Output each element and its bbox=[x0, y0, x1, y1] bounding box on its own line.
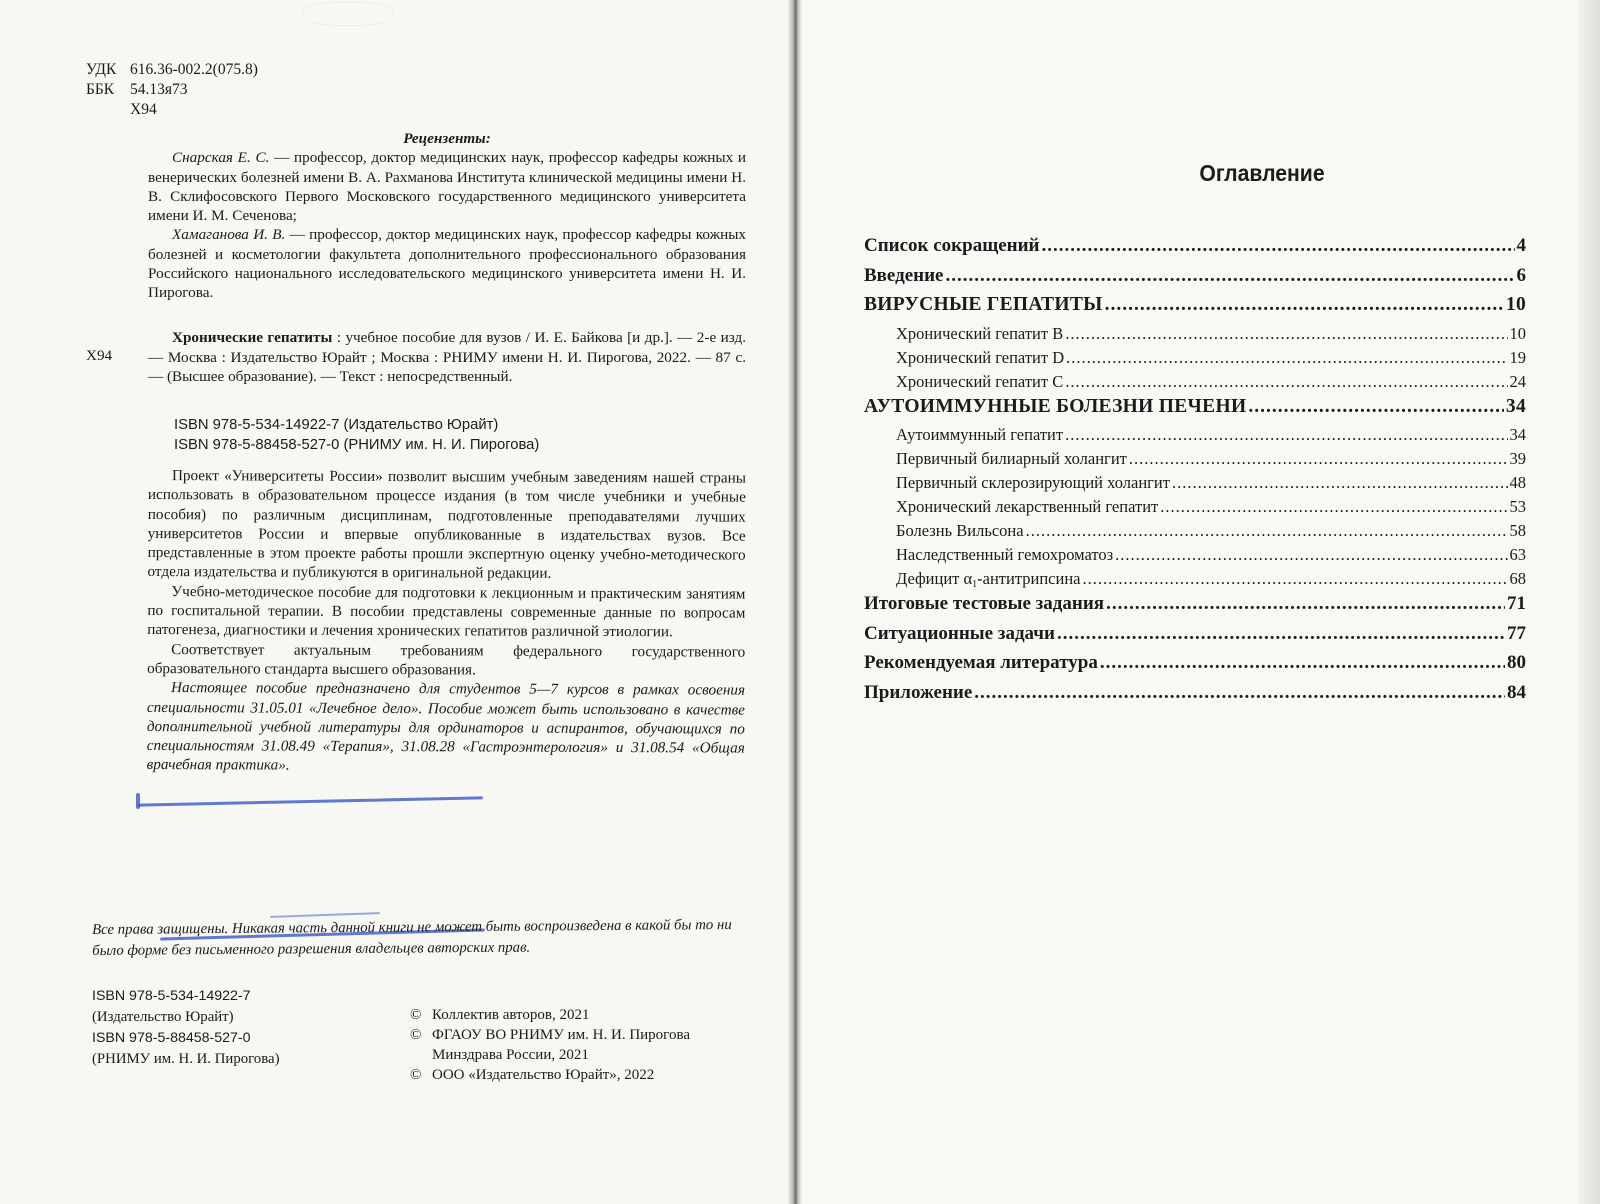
rights-notice: Все права защищены. Никакая часть данной книги не может быть воспроизведена в какой бы то ни было форме без письменного разрешения владельцев авторских прав. bbox=[92, 916, 732, 959]
classification-block bbox=[86, 60, 258, 120]
toc-leader-dots bbox=[1129, 449, 1508, 469]
toc-entry-title: Аутоиммунный гепатит bbox=[896, 425, 1064, 444]
reviewer-2-text: — профессор, доктор медицинских наук, профессор кафедры кожных болезней и косметологии факультета дополнительного профессионального образования Российского национального исследовательского медицинского университета имени Н. И. Пирогова. bbox=[148, 226, 746, 302]
toc-entry-title: Список сокращений bbox=[864, 235, 1040, 256]
toc-title: Оглавление bbox=[1199, 160, 1325, 186]
toc-entry-page: 68 bbox=[1509, 569, 1526, 588]
toc-entry-title: Наследственный гемохроматоз bbox=[896, 545, 1114, 564]
copyright-icon: © bbox=[410, 1027, 422, 1043]
toc-entry bbox=[864, 265, 1526, 295]
left-page bbox=[0, 0, 796, 1204]
toc-entry-page: 10 bbox=[1505, 294, 1526, 315]
toc-entry bbox=[864, 545, 1526, 569]
isbn-left-1-publisher: (Издательство Юрайт) bbox=[92, 1009, 234, 1025]
reviewers-block bbox=[148, 129, 746, 303]
copyright-1: Коллектив авторов, 2021 bbox=[432, 1007, 590, 1023]
toc-entry bbox=[864, 593, 1526, 623]
book-gutter bbox=[788, 0, 802, 1204]
toc-leader-dots bbox=[1160, 497, 1507, 517]
bbk-code: 54.13я73 bbox=[130, 81, 188, 98]
isbn-left-2: ISBN 978-5-88458-527-0 bbox=[92, 1030, 251, 1046]
biblio-text: : учебное пособие для вузов / И. Е. Байкова [и др.]. — 2-е изд. — Москва : Издательство Юрайт ; Москва : РНИМУ имени Н. И. Пирогова, 2022. — 87 с. — (Высшее образование). — Текст : непосредственный. bbox=[148, 329, 746, 385]
reviewer-1 bbox=[148, 148, 746, 225]
toc-entry-page: 58 bbox=[1509, 521, 1526, 540]
toc-entry bbox=[864, 623, 1526, 653]
toc-entry-page: 39 bbox=[1509, 449, 1526, 468]
toc-entry-page: 53 bbox=[1509, 497, 1526, 516]
toc-leader-dots bbox=[974, 682, 1505, 704]
toc-entry-title: ВИРУСНЫЕ ГЕПАТИТЫ bbox=[864, 294, 1103, 315]
isbn-left-1: ISBN 978-5-534-14922-7 bbox=[92, 988, 251, 1004]
udk-code: 616.36-002.2(075.8) bbox=[130, 61, 258, 78]
annotation-p2: Учебно-методическое пособие для подготовки к лекционным и практическим занятиям по госпитальной терапии. В пособии представлены современные данные по вопросам патогенеза, диагностики и лечения хронических гепатитов различной этиологии. bbox=[147, 582, 746, 641]
toc-entry bbox=[864, 497, 1526, 521]
toc-entry bbox=[864, 521, 1526, 545]
author-sign: Х94 bbox=[130, 101, 157, 118]
toc-entry bbox=[864, 569, 1526, 593]
copyright-icon: © bbox=[410, 1007, 422, 1023]
toc-entry-title: Введение bbox=[864, 264, 944, 286]
toc-entry bbox=[864, 294, 1526, 324]
toc-entry-title: Рекомендуемая литература bbox=[864, 652, 1098, 673]
reviewer-2-name: Хамаганова И. В. bbox=[172, 226, 286, 244]
toc-entry-page: 71 bbox=[1507, 593, 1526, 614]
toc-leader-dots bbox=[1057, 623, 1505, 645]
reviewer-2 bbox=[148, 225, 746, 302]
toc-entry-page: 24 bbox=[1509, 371, 1526, 391]
toc-entry-page: 6 bbox=[1516, 264, 1526, 286]
toc-leader-dots bbox=[1100, 652, 1505, 674]
isbn-list bbox=[92, 986, 280, 1070]
toc-leader-dots bbox=[1026, 521, 1508, 541]
copyright-list bbox=[410, 1005, 690, 1085]
toc-leader-dots bbox=[1065, 372, 1507, 392]
toc-entry-title: Дефицит α1-антитрипсина bbox=[896, 569, 1081, 590]
toc-leader-dots bbox=[1172, 473, 1508, 493]
toc-entry-title: Хронический лекарственный гепатит bbox=[896, 497, 1159, 516]
toc-entry-title: Хронический гепатит С bbox=[896, 371, 1064, 391]
toc-entry-title: Хронический гепатит D bbox=[896, 347, 1065, 367]
toc-entry-page: 80 bbox=[1507, 652, 1526, 673]
toc-entry-page: 63 bbox=[1509, 545, 1526, 564]
copyright-2-cont: Минздрава России, 2021 bbox=[432, 1047, 589, 1063]
udk-label: УДК bbox=[86, 61, 117, 78]
annotation-p4: Настоящее пособие предназначено для студентов 5—7 курсов в рамках освоения специальности 31.05.01 «Лечебное дело». Пособие может быть использовано в качестве дополнительной учебной литературы для ординаторов и аспирантов, обучающихся по специальностям 31.08.49 «Терапия», 31.08.28 «Гастроэнтерология» и 31.08.54 «Общая врачебная практика». bbox=[146, 679, 746, 775]
toc-entry bbox=[864, 235, 1526, 265]
toc-entry-page: 10 bbox=[1509, 323, 1526, 343]
pen-underline-1 bbox=[138, 796, 483, 806]
reviewer-1-name: Снарская Е. С. bbox=[172, 149, 270, 167]
copyright-3: ООО «Издательство Юрайт», 2022 bbox=[432, 1067, 655, 1083]
bibliographic-record bbox=[148, 328, 746, 387]
toc-leader-dots bbox=[1065, 425, 1507, 445]
table-of-contents bbox=[864, 235, 1526, 711]
toc-entry-page: 34 bbox=[1509, 425, 1526, 444]
toc-entry-title: Приложение bbox=[864, 681, 973, 703]
toc-entry-title: Хронический гепатит В bbox=[896, 323, 1064, 343]
toc-leader-dots bbox=[1042, 235, 1515, 257]
isbn-left-2-publisher: (РНИМУ им. Н. И. Пирогова) bbox=[92, 1051, 280, 1067]
annotation bbox=[147, 466, 746, 777]
toc-entry-page: 48 bbox=[1509, 473, 1526, 492]
annotation-p3: Соответствует актуальным требованиям федерального государственного образовательного стандарта высшего образования. bbox=[147, 640, 746, 679]
toc-entry bbox=[864, 652, 1526, 682]
scan-artifact bbox=[302, 2, 394, 26]
toc-entry bbox=[864, 396, 1526, 426]
copyright-2: ФГАОУ ВО РНИМУ им. Н. И. Пирогова bbox=[432, 1027, 691, 1043]
toc-entry bbox=[864, 449, 1526, 473]
toc-entry-page: 77 bbox=[1507, 622, 1526, 644]
toc-entry bbox=[864, 473, 1526, 497]
page-edge bbox=[1578, 0, 1600, 1204]
toc-entry bbox=[864, 348, 1526, 372]
toc-leader-dots bbox=[1065, 324, 1507, 344]
annotation-p1: Проект «Университеты России» позволит высшим учебным заведениям нашей страны использовать в образовательном процессе издания (в том числе учебники и учебные пособия) по различным дисциплинам, подготовленные преподавателями лучших университетов России и впервые опубликованные в издательствах вузов. Все представленные в этом проекте работы прошли экспертную оценку учебно-методического отдела издательства и публикуются в оригинальной редакции. bbox=[147, 467, 746, 583]
bbk-label: ББК bbox=[86, 81, 115, 98]
toc-entry-title: Итоговые тестовые задания bbox=[864, 593, 1105, 614]
isbn-block bbox=[174, 416, 539, 455]
isbn-1: ISBN 978-5-534-14922-7 (Издательство Юрайт) bbox=[174, 417, 499, 433]
pen-underline-2 bbox=[136, 793, 140, 809]
reviewer-1-text: — профессор, доктор медицинских наук, профессор кафедры кожных и венерических болезней имени В. А. Рахманова Института клинической медицины имени Н. В. Склифосовского Первого Московского государственного медицинского университета имени И. М. Сеченова; bbox=[148, 149, 746, 225]
toc-entry-title: Первичный билиарный холангит bbox=[896, 449, 1127, 468]
toc-leader-dots bbox=[946, 265, 1515, 287]
toc-entry-page: 34 bbox=[1505, 395, 1526, 417]
toc-leader-dots bbox=[1105, 294, 1504, 316]
toc-entry-page: 84 bbox=[1507, 681, 1526, 703]
toc-entry bbox=[864, 372, 1526, 396]
reviewers-heading: Рецензенты: bbox=[403, 130, 491, 147]
toc-entry-page: 19 bbox=[1509, 347, 1526, 367]
toc-entry bbox=[864, 324, 1526, 348]
toc-entry-title: Ситуационные задачи bbox=[864, 622, 1055, 644]
toc-entry-title: Болезнь Вильсона bbox=[896, 521, 1024, 540]
margin-author-sign: Х94 bbox=[86, 347, 113, 364]
toc-leader-dots bbox=[1248, 396, 1503, 418]
isbn-2: ISBN 978-5-88458-527-0 (РНИМУ им. Н. И. Пирогова) bbox=[174, 436, 540, 453]
copyright-icon: © bbox=[410, 1067, 422, 1083]
toc-entry bbox=[864, 425, 1526, 449]
toc-leader-dots bbox=[1082, 569, 1507, 589]
toc-leader-dots bbox=[1106, 593, 1505, 615]
toc-entry-page: 4 bbox=[1516, 235, 1526, 256]
toc-entry-title: АУТОИММУННЫЕ БОЛЕЗНИ ПЕЧЕНИ bbox=[864, 395, 1247, 417]
biblio-title: Хронические гепатиты bbox=[172, 329, 333, 346]
toc-leader-dots bbox=[1115, 545, 1507, 565]
toc-leader-dots bbox=[1066, 348, 1507, 368]
toc-entry-title: Первичный склерозирующий холангит bbox=[896, 473, 1170, 492]
toc-entry bbox=[864, 682, 1526, 712]
